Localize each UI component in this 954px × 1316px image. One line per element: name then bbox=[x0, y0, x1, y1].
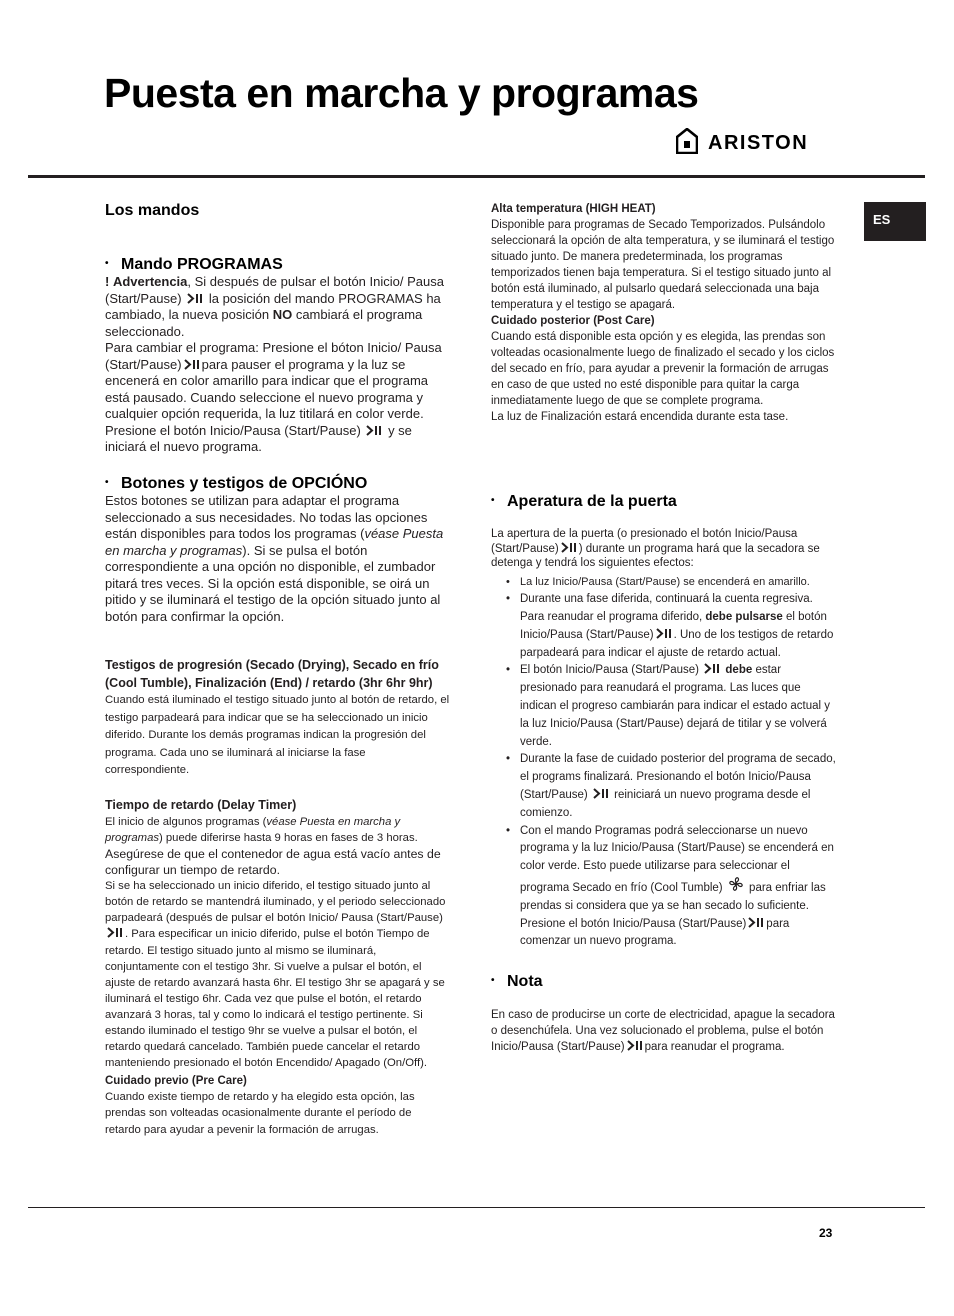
nota-text bbox=[491, 1007, 836, 1055]
delay-section bbox=[105, 796, 450, 1138]
opciones-text bbox=[105, 493, 450, 625]
play-pause-icon bbox=[656, 628, 672, 639]
puerta-effect-1: La luz Inicio/Pausa (Start/Pause) se encenderá en amarillo. bbox=[520, 575, 810, 588]
opciones-section bbox=[105, 475, 450, 625]
progresion-heading: Testigos de progresión (Secado (Drying), Secado en frío (Cool Tumble), Finalización (End) / retardo (3hr 6hr 9hr) bbox=[105, 658, 439, 690]
language-tab: ES bbox=[864, 202, 926, 241]
delay-text-1 bbox=[105, 814, 450, 846]
postcare-text-2: La luz de Finalización estará encendida durante esta tase. bbox=[491, 411, 789, 423]
warning-text-c: cambiará el programa seleccionado. bbox=[105, 307, 423, 339]
warning-mark-icon: ! bbox=[105, 274, 110, 289]
house-logo-icon bbox=[676, 128, 698, 159]
change-text-a: Para cambiar el programa: Presione el bóton Inicio/ Pausa (Start/Pause) bbox=[105, 340, 442, 372]
play-pause-icon bbox=[107, 927, 123, 938]
puerta-effect-5a: Con el mando Programas podrá seleccionarse un nuevo programa y la luz Inicio/Pausa (Start/Pause) se encenderá en color verde. Esto puede utilizarse para seleccionar el programa Secado en frío (Cool Tumble) bbox=[520, 824, 834, 895]
play-pause-icon bbox=[627, 1040, 643, 1051]
programas-heading: • Mando PROGRAMAS bbox=[105, 256, 283, 273]
puerta-effects-list bbox=[491, 574, 836, 952]
puerta-effect-3b: estar presionado para reanudará el programa. Las luces que indican el progreso cambiarán para indicar el estado actual y la luz Inicio/Pausa (Start/Pause) dejará de titilar y se volverá verde. bbox=[520, 664, 831, 748]
opciones-heading-text: Botones y testigos de OPCIÓNO bbox=[121, 475, 368, 492]
list-item bbox=[520, 591, 836, 662]
progresion-text: Cuando está iluminado el testigo situado junto al botón de retardo, el testigo parpadeará para indicar que se ha seleccionado un inicio diferido. Durante los demás programas indican la progresión del programa. Cada uno se iluminará al iniciarse la fase correspondiente. bbox=[105, 694, 450, 777]
list-item bbox=[520, 662, 836, 751]
nota-heading-text: Nota bbox=[507, 973, 543, 990]
warning-text-b: la posición del mando PROGRAMAS ha cambiado, la nueva posición bbox=[105, 290, 441, 322]
programas-change bbox=[105, 340, 450, 456]
change-text-b: para pauser el programa y la luz se encenerá en color amarillo para indicar que el programa está pausado. Cuando seleccione el nuevo programa y cualquier opción requerida, la luz titilará en color verde. Presione el botón Inicio/Pausa (Start/Pause) bbox=[105, 356, 429, 438]
puerta-effect-2a: Durante una fase diferida, continuará la cuenta regresiva. Para reanudar el programa diferido, bbox=[520, 593, 813, 624]
programas-heading-text: Mando PROGRAMAS bbox=[121, 256, 283, 273]
puerta-intro bbox=[491, 527, 836, 571]
puerta-intro-b: ) durante un programa hará que la secadora se detenga y tendrá los siguientes efectos: bbox=[491, 542, 820, 569]
highheat-section bbox=[491, 201, 836, 425]
play-pause-icon bbox=[184, 359, 200, 370]
puerta-effect-2b: el botón Inicio/Pausa (Start/Pause) bbox=[520, 611, 827, 641]
nota-section bbox=[491, 973, 836, 1055]
highheat-text: Disponible para programas de Secado Temporizados. Pulsándolo seleccionará la opción de alta temperatura, y se iluminará el testigo situado junto. De manera predeterminada, los programas temporizados tienen baja temperatura. Si el testigo situado junto al botón está iluminado, al pulsarlo quedará seleccionada una baja temperatura y el testigo se apagará. bbox=[491, 219, 835, 311]
play-pause-icon bbox=[366, 425, 382, 436]
programas-section bbox=[105, 256, 450, 456]
warning-text-a: , Si después de pulsar el botón Inicio/ Pausa (Start/Pause) bbox=[105, 274, 444, 306]
delay-heading: Tiempo de retardo (Delay Timer) bbox=[105, 798, 297, 812]
delay-text-1a: El inicio de algunos programas ( bbox=[105, 816, 267, 828]
fan-icon bbox=[728, 876, 744, 892]
progresion-section bbox=[105, 656, 450, 780]
delay-text-1b: ) puede diferirse hasta 9 horas en fases de 3 horas. bbox=[159, 832, 418, 845]
delay-reference: véase Puesta en marcha y programas bbox=[105, 816, 401, 845]
list-item bbox=[520, 751, 836, 822]
puerta-effect-4b: reiniciará un nuevo programa desde el comienzo. bbox=[520, 789, 811, 819]
puerta-heading-text: Aperatura de la puerta bbox=[507, 493, 677, 510]
delay-text-2: Asegúrese de que el contenedor de agua está vacío antes de configurar un tiempo de retardo. bbox=[105, 847, 441, 878]
delay-text-3a: Si se ha seleccionado un inicio diferido, el testigo situado junto al botón de retardo se mantendrá iluminado, y el periodo seleccionado parpadeará (después de pulsar el botón Inicio/ Pausa (Start/Pause) bbox=[105, 880, 446, 925]
change-text-c: y se iniciará el nuevo programa. bbox=[105, 422, 412, 454]
nota-heading: • Nota bbox=[491, 973, 543, 990]
opciones-heading: • Botones y testigos de OPCIÓNO bbox=[105, 475, 368, 492]
precare-text: Cuando existe tiempo de retardo y ha elegido esta opción, las prendas son volteadas ocasionalmente durante el período de retardo para ayudar a pevenir la formación de arrugas. bbox=[105, 1091, 415, 1136]
puerta-effect-3a: El botón Inicio/Pausa (Start/Pause) bbox=[520, 664, 699, 677]
opciones-text-b: ). Si se pulsa el botón correspondiente a una opción no disponible, el zumbador pitará tres veces. Si la opción está disponible, se oirá un pitido y se iluminará el testigo de la opción situado junto al botón para confirmar la opción. bbox=[105, 542, 441, 624]
puerta-heading: • Aperatura de la puerta bbox=[491, 493, 677, 510]
puerta-effect-2c: . Uno de los testigos de retardo parpadeará para indicar el ajuste de retardo actual. bbox=[520, 628, 834, 659]
opciones-text-a: Estos botones se utilizan para adaptar el programa seleccionado a sus necesidades. No todas las opciones están disponibles para todos los programas ( bbox=[105, 493, 428, 541]
delay-text-3b: . Para especificar un inicio diferido, pulse el botón Tiempo de retardo. El testigo situado junto al mismo se iluminará, bbox=[105, 928, 430, 957]
puerta-effect-4a: Durante la fase de cuidado posterior del programa de secado, el programs finalizará. Presionando el botón Inicio/Pausa (Start/Pause) bbox=[520, 753, 836, 802]
section-title-text: Los mandos bbox=[105, 202, 200, 219]
warning-no: NO bbox=[272, 307, 293, 322]
footer-rule bbox=[28, 1207, 925, 1208]
puerta-intro-a: La apertura de la puerta (o presionado el botón Inicio/Pausa (Start/Pause) bbox=[491, 528, 798, 555]
postcare-text: Cuando está disponible esta opción y es elegida, las prendas son volteadas ocasionalmente luego de finalizado el secado y los ciclos del secado en frío, para ayudar a prevenir la formación de arrugas en caso de que usted no esté disponible para quitar la carga inmediatamente luego de que se complete programa. bbox=[491, 331, 835, 407]
nota-text-b: para reanudar el programa. bbox=[644, 1041, 785, 1053]
puerta-effect-5b: para enfriar las prendas si considera que ya se han secado lo suficiente. Presione el botón Inicio/Pausa (Start/Pause) bbox=[520, 882, 826, 930]
brand-name: ARISTON bbox=[708, 132, 809, 154]
play-pause-icon bbox=[748, 917, 764, 928]
puerta-effect-2-bold: debe pulsarse bbox=[705, 611, 783, 624]
page-number: 23 bbox=[819, 1226, 833, 1240]
play-pause-icon bbox=[704, 663, 720, 674]
play-pause-icon bbox=[593, 788, 609, 799]
nota-text-a: En caso de producirse un corte de electricidad, apague la secadora o desenchúfela. Una vez solucionado el problema, pulse el botón Inicio/Pausa (Start/Pause) bbox=[491, 1009, 835, 1053]
programas-warning bbox=[105, 274, 450, 340]
precare-heading: Cuidado previo (Pre Care) bbox=[105, 1075, 247, 1088]
play-pause-icon bbox=[561, 542, 577, 553]
page-title: Puesta en marcha y programas bbox=[104, 70, 699, 116]
delay-text-3 bbox=[105, 878, 450, 958]
brand-logo bbox=[676, 128, 808, 159]
puerta-effect-3-bold: debe bbox=[725, 664, 753, 677]
warning-label: Advertencia bbox=[112, 274, 188, 289]
section-title bbox=[105, 202, 450, 220]
highheat-heading: Alta temperatura (HIGH HEAT) bbox=[491, 203, 656, 215]
puerta-section bbox=[491, 493, 836, 951]
play-pause-icon bbox=[187, 293, 203, 304]
opciones-reference: véase Puesta en marcha y programas bbox=[105, 526, 444, 558]
delay-text-4: conjuntamente con el testigo 3hr. Si vuelve a pulsar el botón, el ajuste de retardo avanzará hasta 6hr. El testigo 3hr se apagará y se iluminará el testigo 6hr. Cada vez que pulse el botón, el retardo avanzará 3 horas, tal y como lo indicará el testigo pertinente. Si estando iluminado el testigo 9hr se vuelve a pulsar el botón, el retardo quedará cancelado. También puede cancelar el retardo manteniendo presionado el botón Encendido/ Apagado (On/Off). bbox=[105, 960, 445, 1070]
header-rule bbox=[28, 175, 925, 178]
list-item bbox=[520, 823, 836, 952]
puerta-effect-5c: para comenzar un nuevo programa. bbox=[520, 917, 790, 948]
list-item bbox=[520, 574, 836, 592]
postcare-heading: Cuidado posterior (Post Care) bbox=[491, 315, 655, 327]
